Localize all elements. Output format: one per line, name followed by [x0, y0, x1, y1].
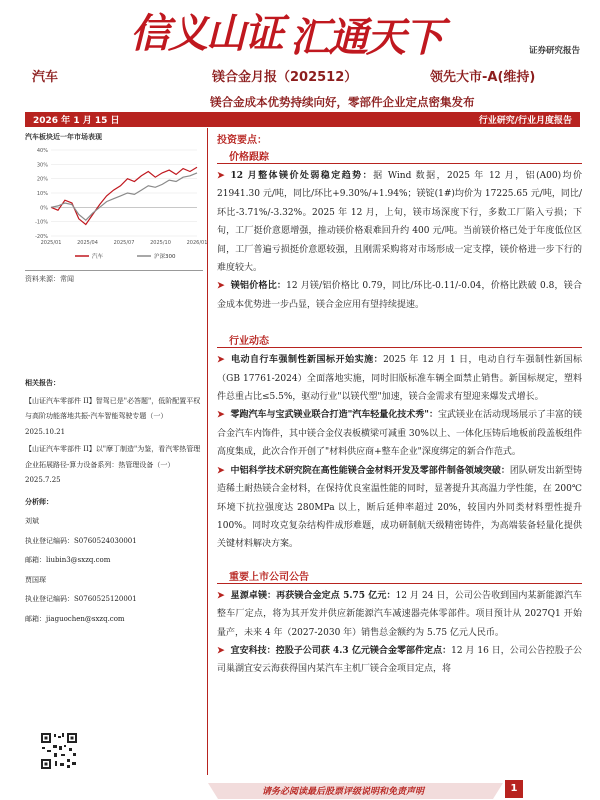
arrow-icon: ➤: [217, 410, 225, 421]
company-section-title: 重要上市公司公告: [229, 571, 309, 583]
left-column: [25, 128, 208, 627]
arrow-icon: ➤: [217, 355, 225, 366]
related-title: 相关报告：: [25, 379, 60, 387]
invest-title: 投资要点：: [217, 135, 267, 146]
arrow-icon: ➤: [217, 465, 225, 476]
arrow-icon: ➤: [217, 281, 225, 292]
x-tick-label: 2025/07: [113, 240, 135, 246]
section-line: [217, 583, 582, 584]
brand-part1: 信义山证: [130, 11, 282, 57]
disclaimer-link[interactable]: 请务必阅读最后股票评级说明和免责声明: [262, 787, 425, 797]
page-number: 1: [505, 780, 523, 798]
section-line: [217, 347, 582, 348]
analyst-name: 贾国琛: [25, 575, 46, 584]
industry-item: ➤ 中铝科学技术研究院在高性能镁合金材料开发及零部件制备领域突破：团队研发出新型铸造稀土耐热镁合金材料，在保持优良室温性能的同时，显著提升其高温力学性能，在 200℃环境下抗拉强度达 280MPa 以上，断后延伸率超过 20%，较国内外同类材料塑性提升 100%。同时攻克复杂结构件成形难题，成功研制航天级精密铸件，为高端装备轻量化提供关键材料解决方案。: [217, 465, 582, 550]
y-tick-label: 10%: [36, 191, 48, 197]
analysts-title: 分析师：: [25, 497, 53, 506]
brand-logo: [130, 0, 490, 61]
analyst-email[interactable]: 邮箱：liubin3@sxzq.com: [25, 556, 111, 564]
company-item: ➤ 星源卓镁：再获镁合金定点 5.75 亿元：12 月 24 日，公司公告收到国内某新能源汽车整车厂定点，将为其开发并供应新能源汽车减速器壳体零部件。项目预计从 2027Q1 开始量产，未来 4 年（2027-2030 年）销售总金额约为 5.75 亿元人民币。: [217, 590, 582, 638]
industry-section-title: 行业动态: [229, 336, 269, 348]
price-section-title: 价格跟踪: [229, 152, 269, 163]
rating: 领先大市-A(维持): [430, 70, 536, 85]
legend-label: 汽车: [92, 254, 104, 260]
y-tick-label: 30%: [36, 162, 48, 169]
report-subtitle: 镁合金成本优势持续向好，零部件企业定点密集发布: [210, 95, 475, 109]
main-content: [217, 131, 582, 679]
arrow-icon: ➤: [217, 645, 225, 656]
company-item: ➤ 宜安科技：控股子公司获 4.3 亿元镁合金零部件定点：12 月 16 日，公司公告控股子公司巢湖宜安云海获得国内某汽车主机厂镁合金项目定点，将: [217, 645, 582, 675]
market-chart: [25, 144, 208, 264]
x-tick-label: 2025/10: [150, 240, 171, 246]
analyst-name: 刘斌: [25, 517, 39, 525]
brand-part2: 汇通天下: [290, 15, 442, 61]
price-item: ➤ 镁铝价格比：12 月镁/铝价格比 0.79，同比/环比-0.11/-0.04，价格比跌破 0.8，镁合金成本优势进一步凸显，镁合金应用有望持续提速。: [217, 281, 582, 310]
chart-title: 汽车板块近一年市场表现: [25, 133, 102, 141]
column-divider: [207, 128, 208, 778]
y-tick-label: 20%: [36, 176, 48, 183]
date-bar: [25, 112, 580, 127]
industry-item: ➤ 零跑汽车与宝武镁业联合打造"汽车轻量化技术秀"：宝武镁业在活动现场展示了丰富的镁合金汽车内饰件，其中镁合金仪表板横梁可减重 30%以上、一体化压铸后地板前段盖板组件高度集成，此次合作开创了"材料供应商+整车企业"深度绑定的新合作范式。: [217, 410, 582, 458]
y-tick-label: 40%: [36, 148, 48, 154]
related-report[interactable]: 【山证汽车零部件 II】以"摩丁制造"为鉴，看汽零热管理企业拓展路径-算力设备系列：热管理设备（一） 2025.7.25: [25, 445, 201, 484]
arrow-icon: ➤: [217, 171, 225, 181]
report-date: 2026 年 1 月 15 日: [33, 116, 120, 126]
analyst-email[interactable]: 邮箱：jiaguochen@sxzq.com: [25, 614, 125, 623]
analyst-cert: 执业登记编码：S0760524030001: [25, 536, 137, 545]
series-line-hs300: [51, 173, 197, 220]
arrow-icon: ➤: [217, 590, 225, 601]
report-title: 镁合金月报（202512）: [212, 70, 358, 85]
legend-label: 沪深300: [154, 254, 176, 260]
qr-code-icon: [40, 732, 78, 770]
y-tick-label: 0%: [40, 205, 48, 212]
analyst-cert: 执业登记编码：S0760525120001: [25, 595, 137, 603]
x-tick-label: 2025/04: [77, 240, 98, 246]
sector-title: 汽车: [32, 70, 59, 85]
price-item: ➤ 12 月整体镁价处弱稳定趋势：据 Wind 数据，2025 年 12 月，铝(A00)均价 21941.30 元/吨，同比/环比+9.30%/+1.94%；镁锭(1#)均价为 17225.65 元/吨，同比/环比-3.71%/-3.32%。2025 年 12 月，上旬，镁市场深度下行，多数工厂陷入亏损；下旬，工厂挺价意愿增强，推动镁价格艰难回升约 400 元/吨。当前镁价格已处于年度低位区间，工厂普遍亏损挺价意愿较强，且刚需采购将对市场形成一定支撑，镁价格进一步下行的难度较大。: [217, 171, 582, 274]
report-category: 行业研究/行业月度报告: [478, 116, 572, 126]
y-tick-label: -20%: [35, 234, 48, 240]
report-type-label: 证券研究报告: [528, 46, 580, 56]
section-line: [217, 163, 582, 164]
x-tick-label: 2025/01: [40, 240, 62, 246]
related-report[interactable]: 【山证汽车零部件 II】智驾已是"必答题"，低阶配置平权与高阶功能落地共振-汽车智能驾驶专题（一） 2025.10.21: [25, 396, 201, 436]
x-tick-label: 2026/01: [186, 240, 208, 246]
chart-source: 资料来源：常闻: [25, 270, 203, 284]
industry-item: ➤ 电动自行车强制性新国标开始实施：2025 年 12 月 1 日，电动自行车强制性新国标（GB 17761-2024）全面落地实施，同时旧版标准车辆全面禁止销售。新国标规定，塑料件总重占比≤5.5%，驱动行业"以镁代塑"加速，镁合金需求有望迎来爆发式增长。: [217, 355, 582, 403]
y-tick-label: -10%: [35, 219, 48, 226]
series-line-auto: [51, 167, 197, 224]
